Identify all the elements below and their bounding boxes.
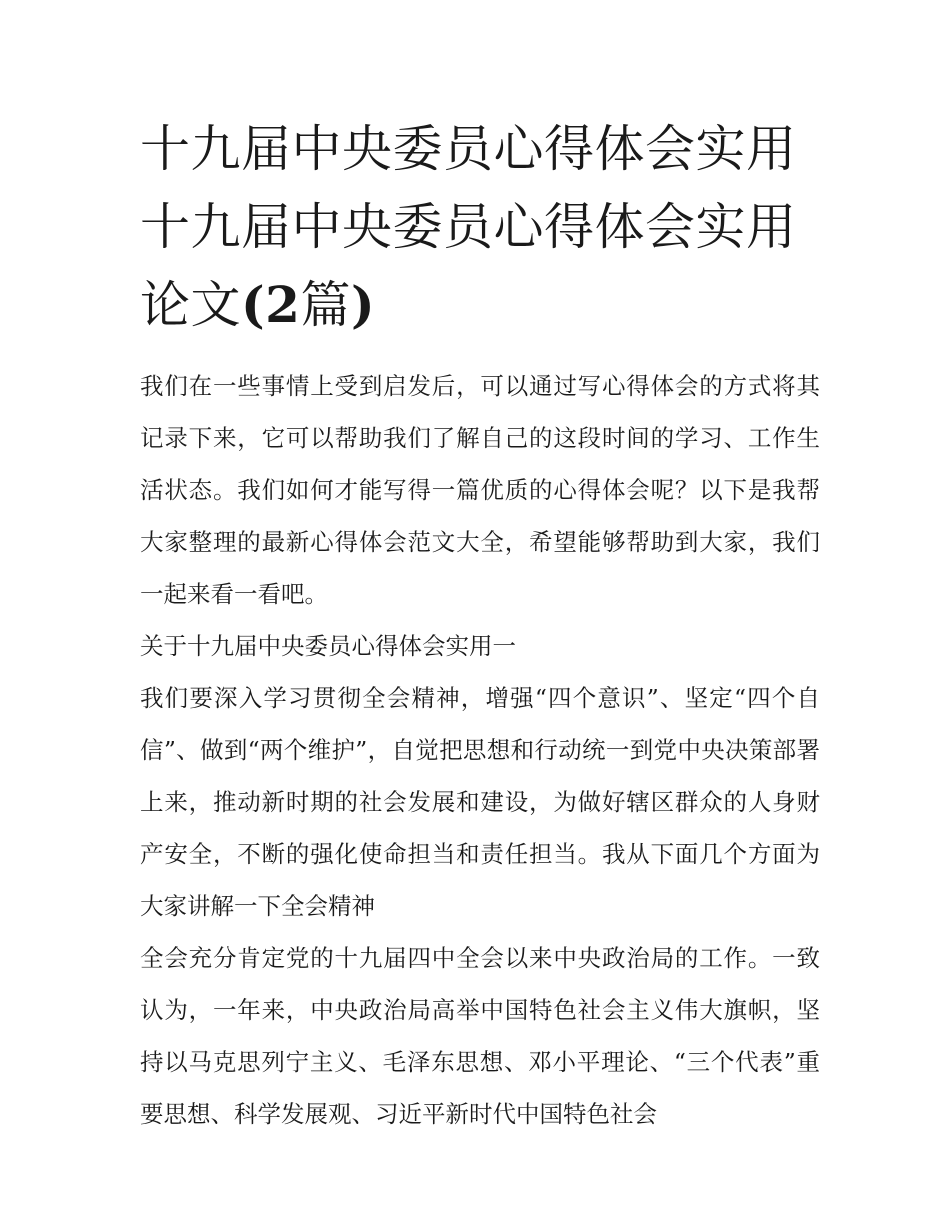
title-line-3-part-a: 论文 (140, 276, 241, 334)
title-line-3-part-d: ) (350, 275, 376, 334)
document-body (140, 360, 820, 1140)
paragraph-intro: 我们在一些事情上受到启发后，可以通过写心得体会的方式将其记录下来，它可以帮助我们了解自己的这段时间的学习、工作生活状态。我们如何才能写得一篇优质的心得体会呢？以下是我帮大家整理的最新心得体会范文大全，希望能够帮助到大家，我们一起来看一看吧。 (140, 372, 820, 608)
document-title (140, 110, 820, 344)
paragraph-body-2: 全会充分肯定党的十九届四中全会以来中央政治局的工作。一致认为，一年来，中央政治局高举中国特色社会主义伟大旗帜，坚持以马克思列宁主义、毛泽东思想、邓小平理论、“三个代表”重要思想、科学发展观、习近平新时代中国特色社会 (140, 944, 820, 1128)
document-content (140, 110, 820, 1140)
paragraph-body-1: 我们要深入学习贯彻全会精神，增强“四个意识”、坚定“四个自信”、做到“两个维护”，自觉把思想和行动统一到党中央决策部署上来，推动新时期的社会发展和建设，为做好辖区群众的人身财产安全，不断的强化使命担当和责任担当。我从下面几个方面为大家讲解一下全会精神 (140, 684, 820, 920)
title-line-3-part-b: (2 (241, 275, 301, 334)
title-line-2: 十九届中央委员心得体会实用 (140, 198, 797, 256)
title-line-1: 十九届中央委员心得体会实用 (140, 120, 797, 178)
section-heading: 关于十九届中央委员心得体会实用一 (140, 632, 516, 660)
title-line-3-part-c: 篇 (300, 276, 351, 334)
